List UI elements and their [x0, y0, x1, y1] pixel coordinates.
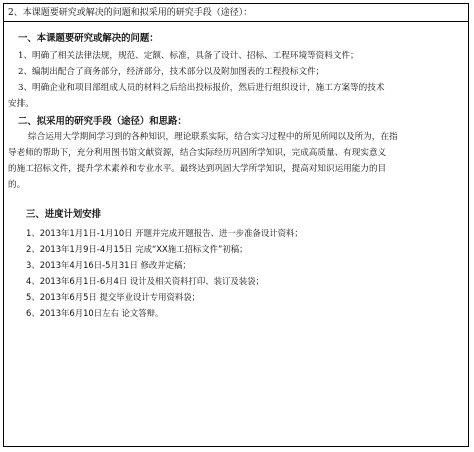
section2-heading: 二、拟采用的研究手段（途径）和思路： [18, 116, 187, 127]
schedule-item: 1、2013年1月1日-1月10日 开题并完成开题报告、进一步准备设计资料； [26, 228, 303, 238]
section3-heading: 三、进度计划安排 [26, 209, 102, 220]
proposal-table [3, 3, 469, 447]
section2-line: 的施工招标文件，提升学术素养和专业水平。最终达到巩固大学所学知识，提高对知识运用能力的目 [8, 164, 387, 174]
section2-line: 导老师的帮助下，充分利用图书馆文献资源，结合实际经历巩固所学知识，完成高质量、有现实意义 [8, 148, 387, 158]
section1-item: 2、编制出配合了商务部分，经济部分，技术部分以及附加图表的工程投标文件； [18, 67, 325, 77]
content-cell [4, 23, 468, 446]
section-header: 2、本课题要研究或解决的问题和拟采用的研究手段（途径）： [4, 4, 468, 22]
section1-item: 安排。 [8, 99, 34, 109]
schedule-item: 2、2013年1月9日-4月15日 完成“XX施工招标文件”初稿； [26, 244, 248, 254]
schedule-item: 3、2013年4月16日-5月31日 修改并定稿； [26, 260, 191, 270]
section1-heading: 一、本课题要研究或解决的问题： [18, 33, 159, 44]
schedule-item: 6、2013年6月10日左右 论文答辩。 [26, 308, 164, 318]
schedule-item: 5、2013年6月5日 提交毕业设计专用资料袋； [26, 292, 200, 302]
section1-item: 3、明确企业和项目部组成人员的材料之后给出投标报价，然后进行组织设计，施工方案等的技术 [18, 83, 385, 93]
section2-line: 综合运用大学期间学习到的各种知识，理论联系实际，结合实习过程中的所见所闻以及所为，在指 [28, 132, 398, 142]
schedule-item: 4、2013年6月1日-6月4日 设计及相关资料打印、装订及装袋； [26, 276, 264, 286]
section2-line: 的。 [8, 180, 26, 190]
section1-item: 1、明确了相关法律法规，规范、定额、标准，具备了设计、招标、工程环境等资料文件； [18, 51, 359, 61]
